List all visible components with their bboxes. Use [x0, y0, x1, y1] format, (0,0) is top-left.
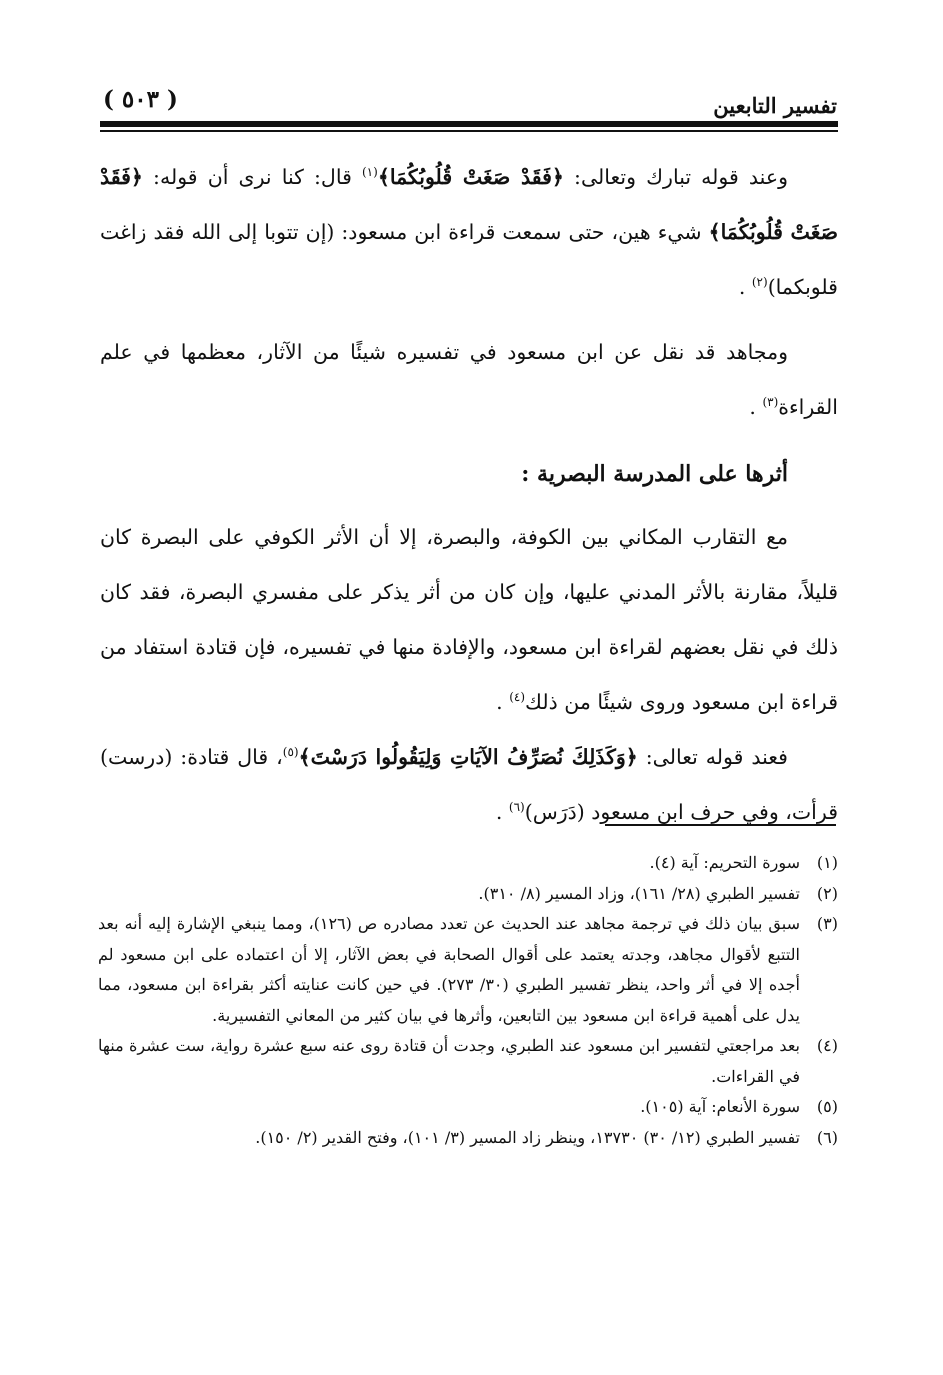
footnotes	[98, 848, 838, 1153]
header-rule-thin	[100, 130, 838, 132]
footnote-5	[98, 1092, 838, 1123]
paragraph-1: وعند قوله تبارك وتعالى: ﴿فَقَدْ صَغَتْ قُلُوبُكُمَا﴾$^{(١)}$ قال: كنا نرى أن قوله: ﴿فَقَدْ صَغَتْ قُلُوبُكُمَا﴾ شيء هين، حتى سمعت قراءة ابن مسعود: (إن تتوبا إلى الله فقد زاغت قلوبكما)$^{(٢)}$ .	[100, 165, 838, 299]
footnote-number: (٥)	[816, 1097, 838, 1116]
footnote-ref-2: (٢)	[751, 275, 768, 290]
footnote-number: (٣)	[816, 914, 838, 933]
footnote-1	[98, 848, 838, 879]
footnote-number: (٢)	[816, 883, 838, 903]
footnote-text: بعد مراجعتي لتفسير ابن مسعود عند الطبري، وجدت أن قتادة روى عنه سبع عشرة رواية، ست عشرة منها في القراءات.	[98, 1036, 801, 1086]
footnote-number: (١)	[816, 853, 838, 872]
footnote-ref-6: (٦)	[508, 800, 525, 815]
footnote-4	[98, 1031, 838, 1092]
footnote-ref-5: (٥)	[282, 745, 299, 760]
footnote-number: (٤)	[816, 1036, 838, 1055]
header-rule-thick	[100, 121, 838, 127]
page-number: ( ٥٠٣ )	[103, 86, 178, 113]
footnote-ref-1: (١)	[361, 165, 378, 180]
footnote-text: تفسير الطبري (١٢/ ٣٠) ١٣٧٣٠، وينظر زاد المسير (٣/ ١٠١)، وفتح القدير (٢/ ١٥٠).	[255, 1127, 800, 1147]
footnote-text: تفسير الطبري (٢٨/ ١٦١)، وزاد المسير (٨/ ٣١٠).	[478, 883, 800, 903]
section-heading: أثرها على المدرسة البصرية :	[521, 461, 788, 487]
footnote-6	[98, 1123, 838, 1154]
footnote-ref-4: (٤)	[509, 690, 526, 705]
footnote-2	[98, 879, 838, 910]
footnote-number: (٦)	[816, 1127, 838, 1147]
quran-verse: ﴿وَكَذَلِكَ نُصَرِّفُ الآيَاتِ وَلِيَقُولُوا دَرَسْتَ﴾	[298, 745, 638, 769]
footnote-3	[98, 909, 838, 1031]
footnote-separator	[605, 824, 836, 826]
footnote-text: سورة التحريم: آية (٤).	[649, 853, 800, 872]
main-text	[100, 150, 838, 840]
paragraph-3: مع التقارب المكاني بين الكوفة، والبصرة، إلا أن الأثر الكوفي على البصرة كان قليلاً، مقارنة بالأثر المدني عليها، وإن كان من أثر يذكر على مفسري البصرة، فقد كان ذلك في نقل بعضهم لقراءة ابن مسعود، والإفادة منها في تفسيره، فإن قتادة استفاد من قراءة ابن مسعود وروى شيئًا من ذلك$^{(٤)}$ .	[100, 525, 838, 714]
footnote-ref-3: (٣)	[762, 395, 779, 410]
quran-verse: ﴿فَقَدْ صَغَتْ قُلُوبُكُمَا﴾	[100, 165, 838, 244]
footnote-text: سورة الأنعام: آية (١٠٥).	[640, 1097, 800, 1116]
running-title: تفسير التابعين	[713, 93, 837, 118]
quran-verse: ﴿فَقَدْ صَغَتْ قُلُوبُكُمَا﴾	[377, 165, 564, 189]
paragraph-4: فعند قوله تعالى: ﴿وَكَذَلِكَ نُصَرِّفُ الآيَاتِ وَلِيَقُولُوا دَرَسْتَ﴾$^{(٥)}$، قال قتادة: (درست) قرأت، وفي حرف ابن مسعود (دَرَس)$^{(٦)}$ .	[100, 745, 838, 824]
footnote-text: سبق بيان ذلك في ترجمة مجاهد عند الحديث عن تعدد مصادره ص (١٢٦)، ومما ينبغي الإشارة إليه أنه بعد التتبع لأقوال مجاهد، وجدته يعتمد على أقوال الصحابة في بعض الآثار، إلا أن اعتماده على ابن مسعود لم أجده إلا في أثر واحد، ينظر تفسير الطبري (٣٠/ ٢٧٣). في حين كانت عنايته أكثر بقراءة ابن مسعود، مما يدل على أهمية قراءة ابن مسعود بين التابعين، وأثرها في بيان كثير من المعاني التفسيرية.	[98, 914, 800, 1025]
paragraph-2: ومجاهد قد نقل عن ابن مسعود في تفسيره شيئًا من الآثار، معظمها في علم القراءة$^{(٣)}$ .	[100, 340, 838, 419]
